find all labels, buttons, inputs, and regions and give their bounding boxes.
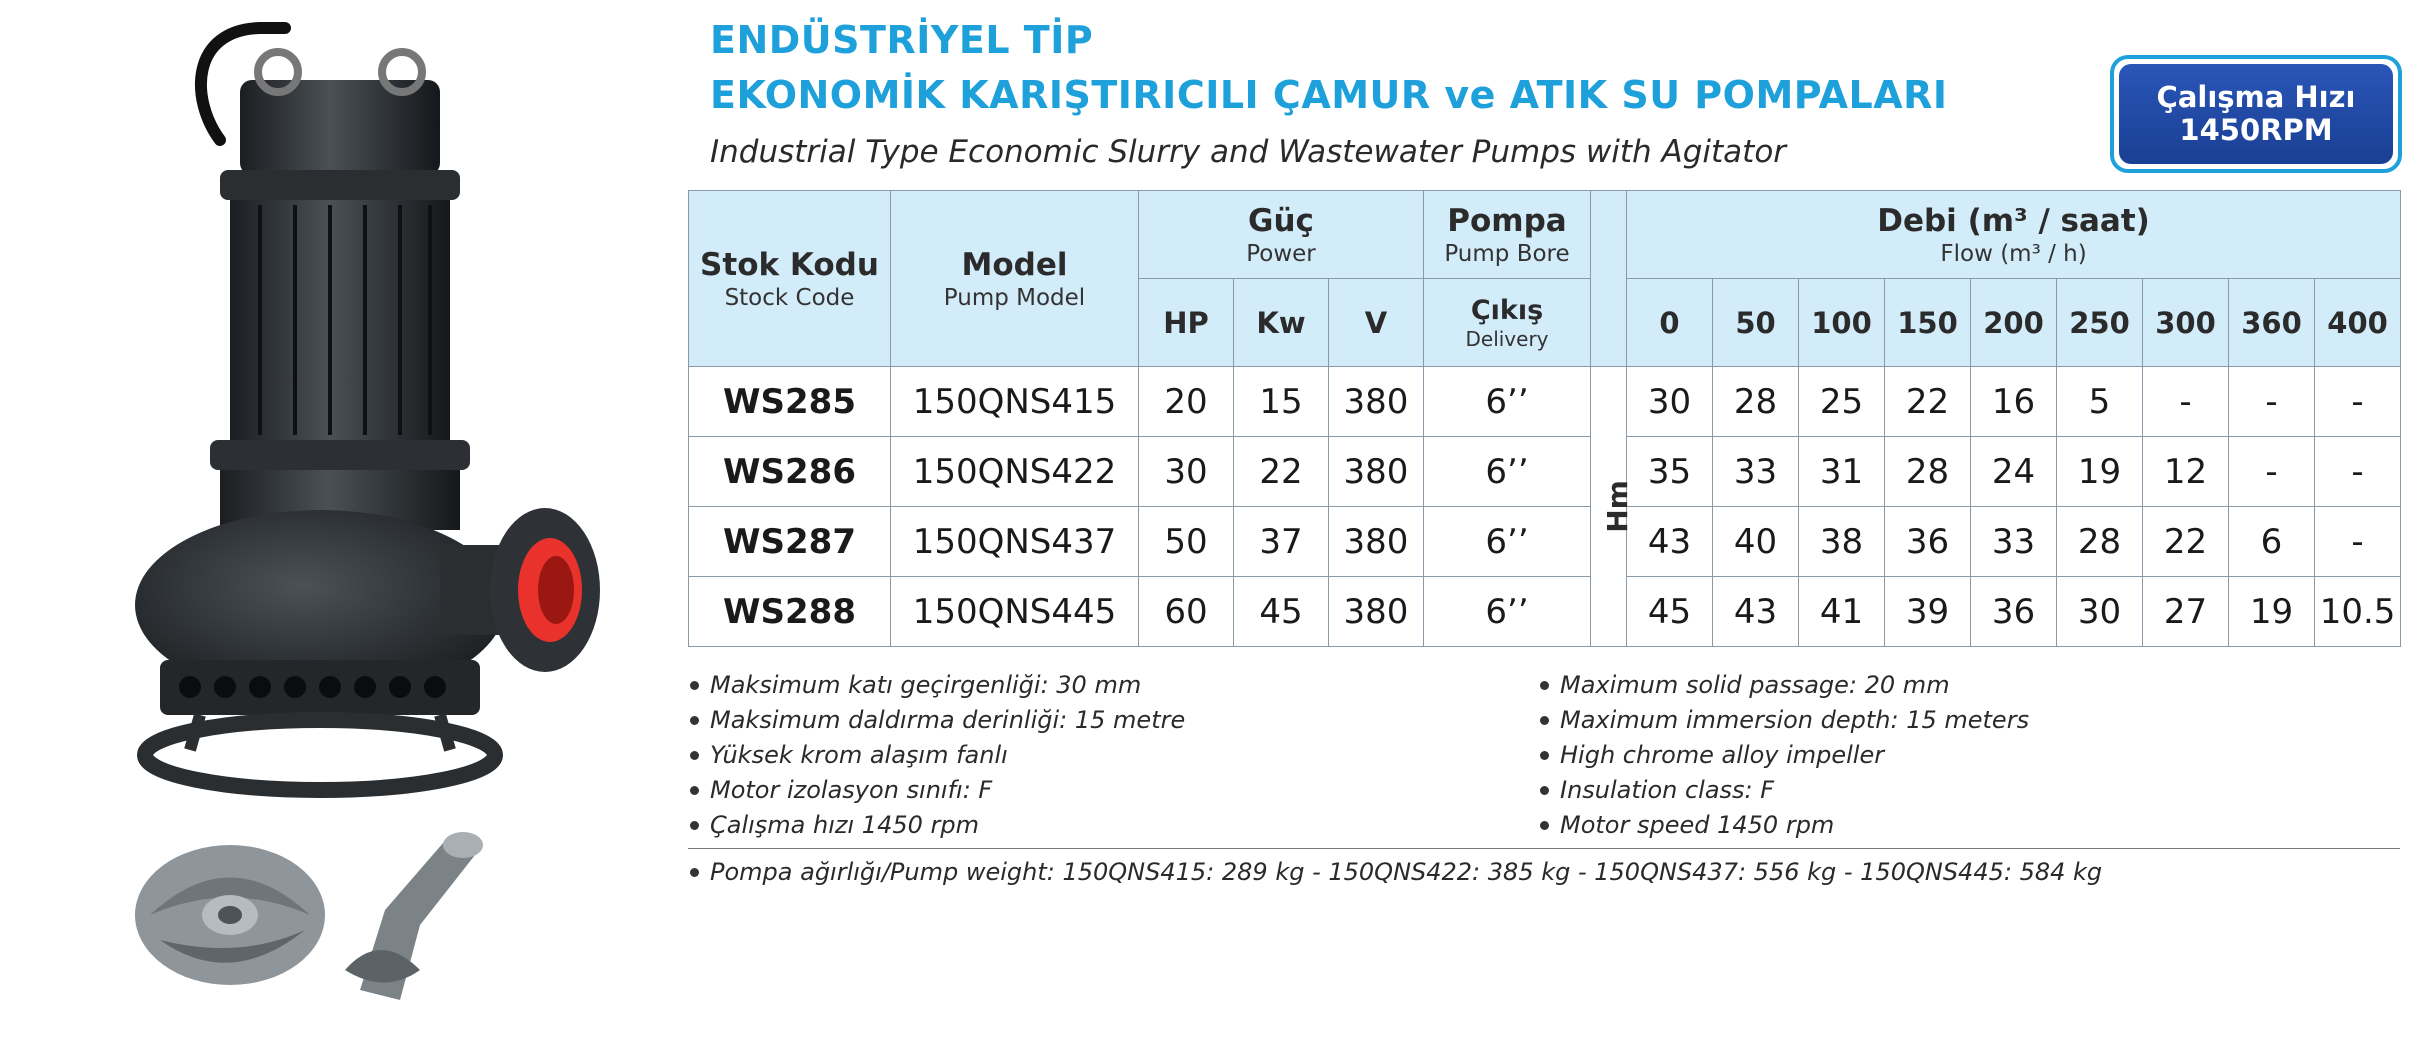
flow-cell: 19 <box>2229 577 2315 647</box>
flow-cell: 12 <box>2143 437 2229 507</box>
flow-cell: 24 <box>1971 437 2057 507</box>
kw-cell: 22 <box>1234 437 1329 507</box>
kw-cell: 15 <box>1234 367 1329 437</box>
head-label-text: Hm <box>1600 480 1634 533</box>
impeller-and-agitator-image <box>130 820 490 1010</box>
header-flow-col: 250 <box>2057 279 2143 367</box>
flow-cell: 36 <box>1885 507 1971 577</box>
list-item: Pompa ağırlığı/Pump weight: 150QNS415: 289 kg - 150QNS422: 385 kg - 150QNS437: 556 kg - 150QNS445: 584 kg <box>688 855 2102 890</box>
flow-cell: 38 <box>1799 507 1885 577</box>
flow-cell: - <box>2229 437 2315 507</box>
flow-cell: - <box>2315 507 2401 577</box>
stock-code-cell: WS288 <box>689 577 891 647</box>
hp-cell: 50 <box>1139 507 1234 577</box>
flow-cell: - <box>2229 367 2315 437</box>
header-volt: V <box>1329 279 1424 367</box>
header-flow-col: 300 <box>2143 279 2229 367</box>
header-pump-en: Pump Bore <box>1444 240 1570 267</box>
flow-cell: 43 <box>1627 507 1713 577</box>
operating-speed-badge <box>2110 55 2402 173</box>
list-item: High chrome alloy impeller <box>1538 738 2029 773</box>
model-cell: 150QNS415 <box>891 367 1139 437</box>
flow-cell: 16 <box>1971 367 2057 437</box>
header-flow <box>1627 191 2401 279</box>
list-item: Yüksek krom alaşım fanlı <box>688 738 1185 773</box>
stock-code-cell: WS285 <box>689 367 891 437</box>
flow-cell: 27 <box>2143 577 2229 647</box>
flow-cell: - <box>2143 367 2229 437</box>
flow-cell: 22 <box>2143 507 2229 577</box>
page-subtitle: Industrial Type Economic Slurry and Wastewater Pumps with Agitator <box>710 134 1787 170</box>
kw-cell: 45 <box>1234 577 1329 647</box>
header-model-tr: Model <box>961 246 1068 283</box>
features-list-turkish <box>688 668 1185 843</box>
model-cell: 150QNS437 <box>891 507 1139 577</box>
flow-cell: 30 <box>1627 367 1713 437</box>
header-stock-code <box>689 191 891 367</box>
table-row <box>689 367 2401 437</box>
header-flow-col: 50 <box>1713 279 1799 367</box>
hp-cell: 30 <box>1139 437 1234 507</box>
hp-cell: 60 <box>1139 577 1234 647</box>
flow-cell: 33 <box>1971 507 2057 577</box>
badge-speed-label: Çalışma Hızı <box>2156 80 2356 114</box>
header-kw: Kw <box>1234 279 1329 367</box>
header-flow-col: 400 <box>2315 279 2401 367</box>
header-model <box>891 191 1139 367</box>
header-power-tr: Güç <box>1248 202 1314 239</box>
volt-cell: 380 <box>1329 507 1424 577</box>
page-title-line-2: EKONOMİK KARIŞTIRICILI ÇAMUR ve ATIK SU POMPALARI <box>710 73 1948 117</box>
list-item: Maksimum katı geçirgenliği: 30 mm <box>688 668 1185 703</box>
header-hp: HP <box>1139 279 1234 367</box>
model-cell: 150QNS445 <box>891 577 1139 647</box>
stock-code-cell: WS286 <box>689 437 891 507</box>
header-power-en: Power <box>1246 240 1316 267</box>
flow-cell: 25 <box>1799 367 1885 437</box>
flow-cell: 33 <box>1713 437 1799 507</box>
page-title-line-1: ENDÜSTRİYEL TİP <box>710 18 1094 62</box>
flow-cell: 28 <box>1713 367 1799 437</box>
header-flow-col: 200 <box>1971 279 2057 367</box>
bore-cell: 6’’ <box>1424 507 1591 577</box>
header-flow-tr: Debi (m³ / saat) <box>1877 202 2150 239</box>
flow-cell: 6 <box>2229 507 2315 577</box>
flow-cell: 39 <box>1885 577 1971 647</box>
section-divider <box>688 848 2400 849</box>
list-item: Maximum solid passage: 20 mm <box>1538 668 2029 703</box>
flow-cell: - <box>2315 437 2401 507</box>
header-flow-col: 100 <box>1799 279 1885 367</box>
flow-cell: 28 <box>1885 437 1971 507</box>
list-item: Insulation class: F <box>1538 773 2029 808</box>
header-pump <box>1424 191 1591 279</box>
flow-cell: 28 <box>2057 507 2143 577</box>
badge-speed-value: 1450RPM <box>2179 113 2333 147</box>
flow-cell: 31 <box>1799 437 1885 507</box>
header-pump-tr: Pompa <box>1447 202 1567 239</box>
bore-cell: 6’’ <box>1424 437 1591 507</box>
kw-cell: 37 <box>1234 507 1329 577</box>
flow-cell: 43 <box>1713 577 1799 647</box>
header-delivery-tr: Çıkış <box>1470 294 1544 326</box>
flow-cell: 40 <box>1713 507 1799 577</box>
header-power <box>1139 191 1424 279</box>
table-row <box>689 437 2401 507</box>
volt-cell: 380 <box>1329 367 1424 437</box>
header-flow-col: 360 <box>2229 279 2315 367</box>
header-flow-col: 150 <box>1885 279 1971 367</box>
flow-cell: 35 <box>1627 437 1713 507</box>
flow-cell: 30 <box>2057 577 2143 647</box>
volt-cell: 380 <box>1329 577 1424 647</box>
list-item: Maximum immersion depth: 15 meters <box>1538 703 2029 738</box>
flow-cell: 41 <box>1799 577 1885 647</box>
flow-cell: - <box>2315 367 2401 437</box>
list-item: Maksimum daldırma derinliği: 15 metre <box>688 703 1185 738</box>
list-item: Motor izolasyon sınıfı: F <box>688 773 1185 808</box>
header-stock-code-en: Stock Code <box>724 284 855 311</box>
bore-cell: 6’’ <box>1424 577 1591 647</box>
header-spacer <box>1591 191 1627 367</box>
volt-cell: 380 <box>1329 437 1424 507</box>
bore-cell: 6’’ <box>1424 367 1591 437</box>
header-delivery-en: Delivery <box>1465 326 1549 351</box>
flow-cell: 36 <box>1971 577 2057 647</box>
submersible-pump-image <box>110 20 630 800</box>
stock-code-cell: WS287 <box>689 507 891 577</box>
list-item: Motor speed 1450 rpm <box>1538 808 2029 843</box>
features-list-english <box>1538 668 2029 843</box>
list-item: Çalışma hızı 1450 rpm <box>688 808 1185 843</box>
pump-specification-table <box>688 190 2401 647</box>
table-row <box>689 507 2401 577</box>
model-cell: 150QNS422 <box>891 437 1139 507</box>
hp-cell: 20 <box>1139 367 1234 437</box>
header-delivery <box>1424 279 1591 367</box>
header-flow-en: Flow (m³ / h) <box>1940 240 2087 267</box>
flow-cell: 22 <box>1885 367 1971 437</box>
table-row <box>689 577 2401 647</box>
flow-cell: 5 <box>2057 367 2143 437</box>
flow-cell: 19 <box>2057 437 2143 507</box>
flow-cell: 10.5 <box>2315 577 2401 647</box>
header-model-en: Pump Model <box>943 284 1086 311</box>
header-stock-code-tr: Stok Kodu <box>700 246 879 283</box>
head-axis-label <box>1591 367 1634 647</box>
flow-cell: 45 <box>1627 577 1713 647</box>
header-flow-col: 0 <box>1627 279 1713 367</box>
pump-weight-note <box>688 855 2102 890</box>
